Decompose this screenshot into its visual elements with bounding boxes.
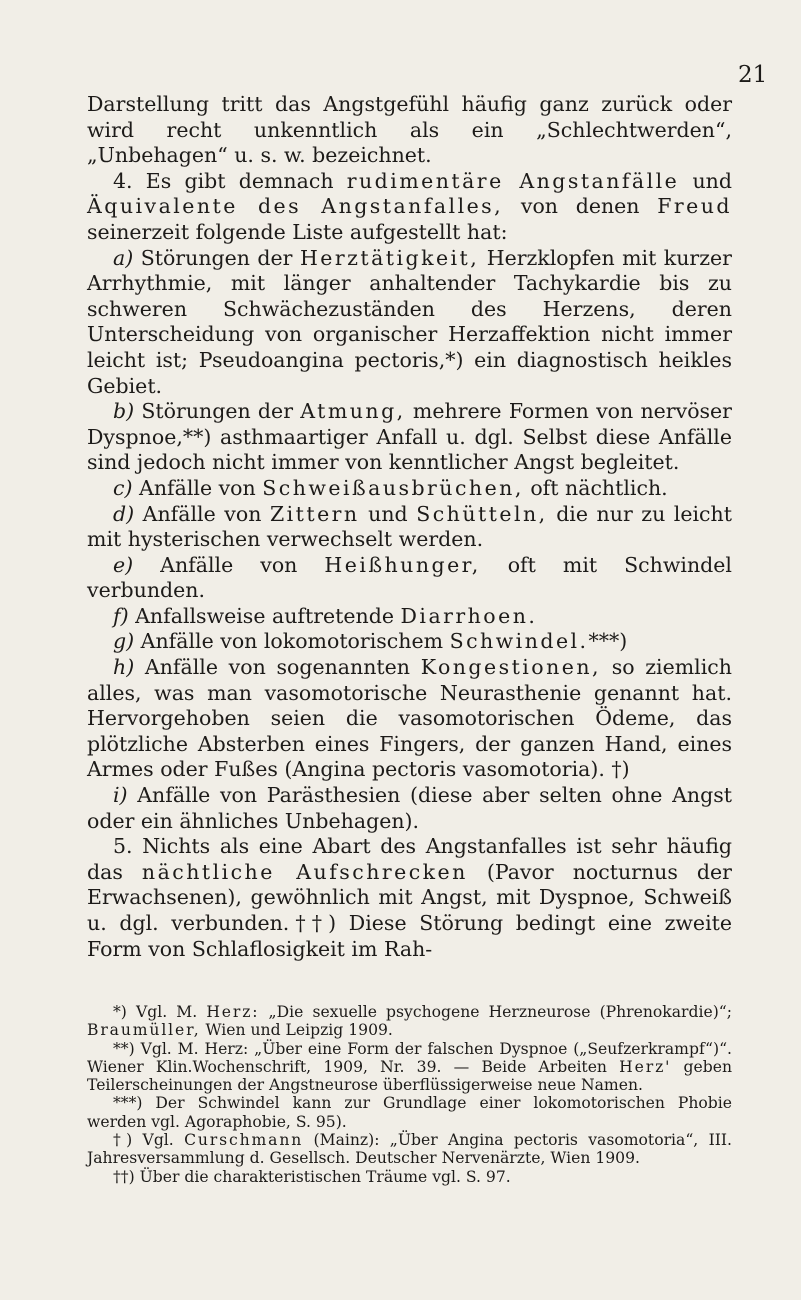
list-item-i: i) Anfälle von Parästhesien (diese aber selten ohne Angst oder ein ähnliches Unbehagen). [87,783,732,833]
footnote-4: †) Vgl. Curschmann (Mainz): „Über Angina pectoris vasomotoria“, III. Jahresversammlung d. Gesellsch. Deutscher Nervenärzte, Wien 1909. [87,1131,732,1168]
paragraph-4: 4. Es gibt demnach rudimentäre Angstanfälle und Äquivalente des Angstanfalles, von denen Freud seinerzeit folgende Liste aufgestellt hat: [87,168,733,244]
main-text [87,92,732,962]
list-item-h: h) Anfälle von sogenannten Kongestionen, so ziemlich alles, was man vasomotorische Neurasthenie genannt hat. Hervorgehoben seien die vasomotorischen Ödeme, das plötzliche Absterben eines Fingers, der ganzen Hand, eines Armes oder Fußes (Angina pectoris vasomotoria). †) [87,655,732,782]
list-item-f: f) Anfallsweise auftretende Diarrhoen. [113,603,538,628]
footnote-1: *) Vgl. M. Herz: „Die sexuelle psychogene Herzneurose (Phrenokardie)“; Braumüller, Wien und Leipzig 1909. [87,1003,733,1040]
footnote-3: ***) Der Schwindel kann zur Grundlage einer lokomotorischen Phobie werden vgl. Agoraphobie, S. 95). [87,1094,732,1131]
list-item-e: e) Anfälle von Heißhunger, oft mit Schwindel verbunden. [87,552,732,603]
list-item-b: b) Störungen der Atmung, mehrere Formen von nervöser Dyspnoe,**) asthmaartiger Anfall u. dgl. Selbst diese Anfälle sind jedoch nicht immer von kenntlicher Angst begleitet. [87,399,732,475]
footnote-2: **) Vgl. M. Herz: „Über eine Form der falschen Dyspnoe („Seufzerkrampf“)“. Wiener Klin.Wochenschrift, 1909, Nr. 39. — Beide Arbeiten Herz' geben Teilerscheinungen der Angstneurose überflüssigerweise neue Namen. [87,1039,732,1095]
paragraph-5: 5. Nichts als eine Abart des Angstanfalles ist sehr häufig das nächtliche Aufschrecken (Pavor nocturnus der Erwachsenen), gewöhnlich mit Angst, mit Dyspnoe, Schweiß u. dgl. verbunden.††) Diese Störung bedingt eine zweite Form von Schlaflosigkeit im Rah- [87,834,732,961]
list-item-d: d) Anfälle von Zittern und Schütteln, die nur zu leicht mit hysterischen verwechselt werden. [87,501,732,552]
footnotes [87,1003,732,1186]
footnote-5: ††) Über die charakteristischen Träume vgl. S. 97. [113,1167,511,1186]
list-item-c: c) Anfälle von Schweißausbrüchen, oft nächtlich. [113,475,668,500]
list-item-a: a) Störungen der Herztätigkeit, Herzklopfen mit kurzer Arrhythmie, mit länger anhaltender Tachykardie bis zu schweren Schwächezuständen des Herzens, deren Unterscheidung von organischer Herzaffektion nicht immer leicht ist; Pseudoangina pectoris,*) ein diagnostisch heikles Gebiet. [87,245,732,398]
page-number: 21 [738,62,768,88]
list-item-g: g) Anfälle von lokomotorischem Schwindel.***) [113,629,628,654]
paragraph-1: Darstellung tritt das Angstgefühl häufig ganz zurück oder wird recht unkenntlich als ein „Schlechtwerden“, „Unbehagen“ u. s. w. bezeichnet. [87,92,732,168]
